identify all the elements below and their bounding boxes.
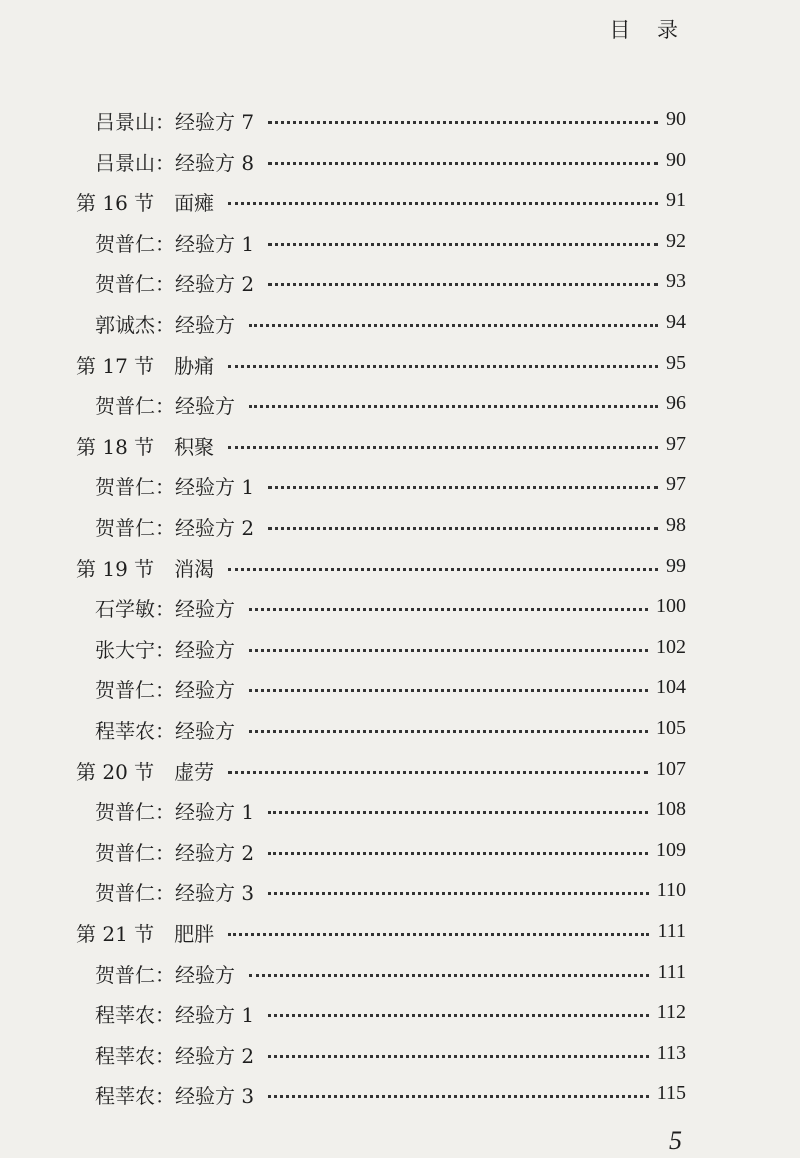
toc-entry-title: 石学敏：经验方: [95, 597, 235, 622]
toc-entry-title: 张大宁：经验方: [95, 637, 235, 662]
toc-entry-row[interactable]: [0, 303, 800, 337]
dot-leader: [268, 474, 658, 489]
toc-entry-row[interactable]: [0, 1074, 800, 1108]
toc-entry-title: 贺普仁：经验方 1: [95, 475, 255, 500]
dot-leader: [228, 759, 648, 774]
toc-section-row[interactable]: [0, 750, 800, 784]
toc-entry-row[interactable]: [0, 1034, 800, 1068]
dot-leader: [268, 799, 648, 814]
toc-entry-title: 贺普仁：经验方: [95, 394, 235, 419]
toc-section-title: 第 20 节 虚劳: [76, 759, 215, 784]
dot-leader: [268, 231, 658, 246]
toc-entry-row[interactable]: [0, 222, 800, 256]
toc-page-number: 98: [666, 514, 686, 536]
toc-entry-title: 吕景山：经验方 7: [95, 110, 255, 134]
toc-entry-title: 贺普仁：经验方: [95, 678, 235, 703]
toc-page-number: 104: [656, 676, 686, 699]
toc-entry-title: 程莘农：经验方 1: [95, 1003, 255, 1028]
toc-page-number: 111: [657, 960, 686, 983]
toc-entry-title: 程莘农：经验方 2: [95, 1043, 255, 1068]
toc-entry-row[interactable]: [0, 993, 800, 1027]
dot-leader: [268, 1002, 649, 1017]
toc-page-number: 91: [666, 189, 686, 212]
toc-section-row[interactable]: [0, 547, 800, 581]
toc-page-number: 105: [656, 717, 686, 739]
toc-page-number: 109: [656, 838, 686, 861]
toc-entry-row[interactable]: [0, 709, 800, 743]
toc-page-number: 96: [666, 392, 686, 415]
toc-page-number: 113: [656, 1041, 686, 1064]
dot-leader: [268, 515, 658, 530]
toc-page-number: 94: [666, 311, 686, 333]
page-number: 5: [669, 1126, 682, 1155]
toc-entry-title: 贺普仁：经验方 3: [95, 881, 255, 906]
toc-page-number: 108: [656, 798, 686, 821]
toc-entry-row[interactable]: [0, 506, 800, 540]
toc-section-title: 第 21 节 肥胖: [76, 922, 215, 946]
dot-leader: [249, 393, 658, 408]
dot-leader: [268, 150, 658, 165]
toc-page-number: 102: [656, 635, 686, 658]
dot-leader: [228, 434, 658, 449]
toc-page-number: 112: [656, 1001, 686, 1024]
toc-section-title: 第 16 节 面瘫: [76, 191, 215, 216]
toc-page-number: 99: [666, 554, 686, 577]
dot-leader: [228, 921, 649, 936]
toc-page-number: 92: [666, 229, 686, 252]
toc-page-number: 90: [666, 108, 686, 130]
toc-page-number: 110: [656, 879, 686, 902]
toc-entry-title: 贺普仁：经验方 1: [95, 800, 255, 825]
toc-entry-row[interactable]: [0, 141, 800, 175]
dot-leader: [268, 1083, 649, 1098]
dot-leader: [228, 190, 658, 205]
toc-entry-row[interactable]: [0, 100, 800, 134]
toc-page-number: 90: [666, 148, 686, 171]
page-header-title: 目 录: [609, 18, 688, 42]
dot-leader: [268, 1043, 649, 1058]
toc-entry-row[interactable]: [0, 384, 800, 418]
toc-entry-title: 程莘农：经验方 3: [95, 1084, 255, 1109]
toc-entry-title: 贺普仁：经验方: [95, 962, 235, 987]
toc-page-number: 95: [666, 351, 686, 374]
toc-page-number: 97: [666, 432, 686, 455]
toc-entry-row[interactable]: [0, 831, 800, 865]
toc-entry-title: 贺普仁：经验方 2: [95, 840, 255, 865]
dot-leader: [228, 353, 658, 368]
toc-section-title: 第 17 节 胁痛: [76, 353, 215, 378]
toc-entry-row[interactable]: [0, 871, 800, 905]
dot-leader: [249, 718, 648, 733]
toc-page-number: 93: [666, 270, 686, 293]
dot-leader: [228, 556, 658, 571]
toc-section-row[interactable]: [0, 181, 800, 215]
toc-page-number: 100: [656, 595, 686, 618]
toc-section-row[interactable]: [0, 912, 800, 946]
toc-entry-title: 程莘农：经验方: [95, 719, 235, 743]
toc-entry-row[interactable]: [0, 790, 800, 824]
toc-entry-title: 吕景山：经验方 8: [95, 150, 255, 175]
dot-leader: [249, 637, 648, 652]
toc-entry-row[interactable]: [0, 668, 800, 702]
toc-section-row[interactable]: [0, 425, 800, 459]
dot-leader: [268, 840, 648, 855]
toc-entry-row[interactable]: [0, 953, 800, 987]
toc-page-number: 97: [666, 473, 686, 496]
toc-entry-title: 贺普仁：经验方 1: [95, 231, 255, 256]
toc-section-title: 第 19 节 消渴: [76, 556, 215, 581]
toc-page-number: 107: [656, 757, 686, 780]
toc-entry-title: 贺普仁：经验方 2: [95, 272, 255, 297]
toc-page-number: 111: [657, 920, 686, 942]
toc-entry-title: 贺普仁：经验方 2: [95, 516, 255, 540]
dot-leader: [249, 962, 649, 977]
toc-entry-row[interactable]: [0, 262, 800, 296]
dot-leader: [268, 880, 649, 895]
toc-entry-title: 郭诚杰：经验方: [95, 313, 235, 337]
dot-leader: [268, 271, 658, 286]
toc-section-row[interactable]: [0, 344, 800, 378]
dot-leader: [268, 109, 658, 124]
dot-leader: [249, 677, 648, 692]
toc-page-number: 115: [656, 1082, 686, 1105]
toc-entry-row[interactable]: [0, 465, 800, 499]
toc-entry-row[interactable]: [0, 628, 800, 662]
dot-leader: [249, 312, 658, 327]
dot-leader: [249, 596, 648, 611]
toc-section-title: 第 18 节 积聚: [76, 434, 215, 459]
toc-entry-row[interactable]: [0, 587, 800, 621]
